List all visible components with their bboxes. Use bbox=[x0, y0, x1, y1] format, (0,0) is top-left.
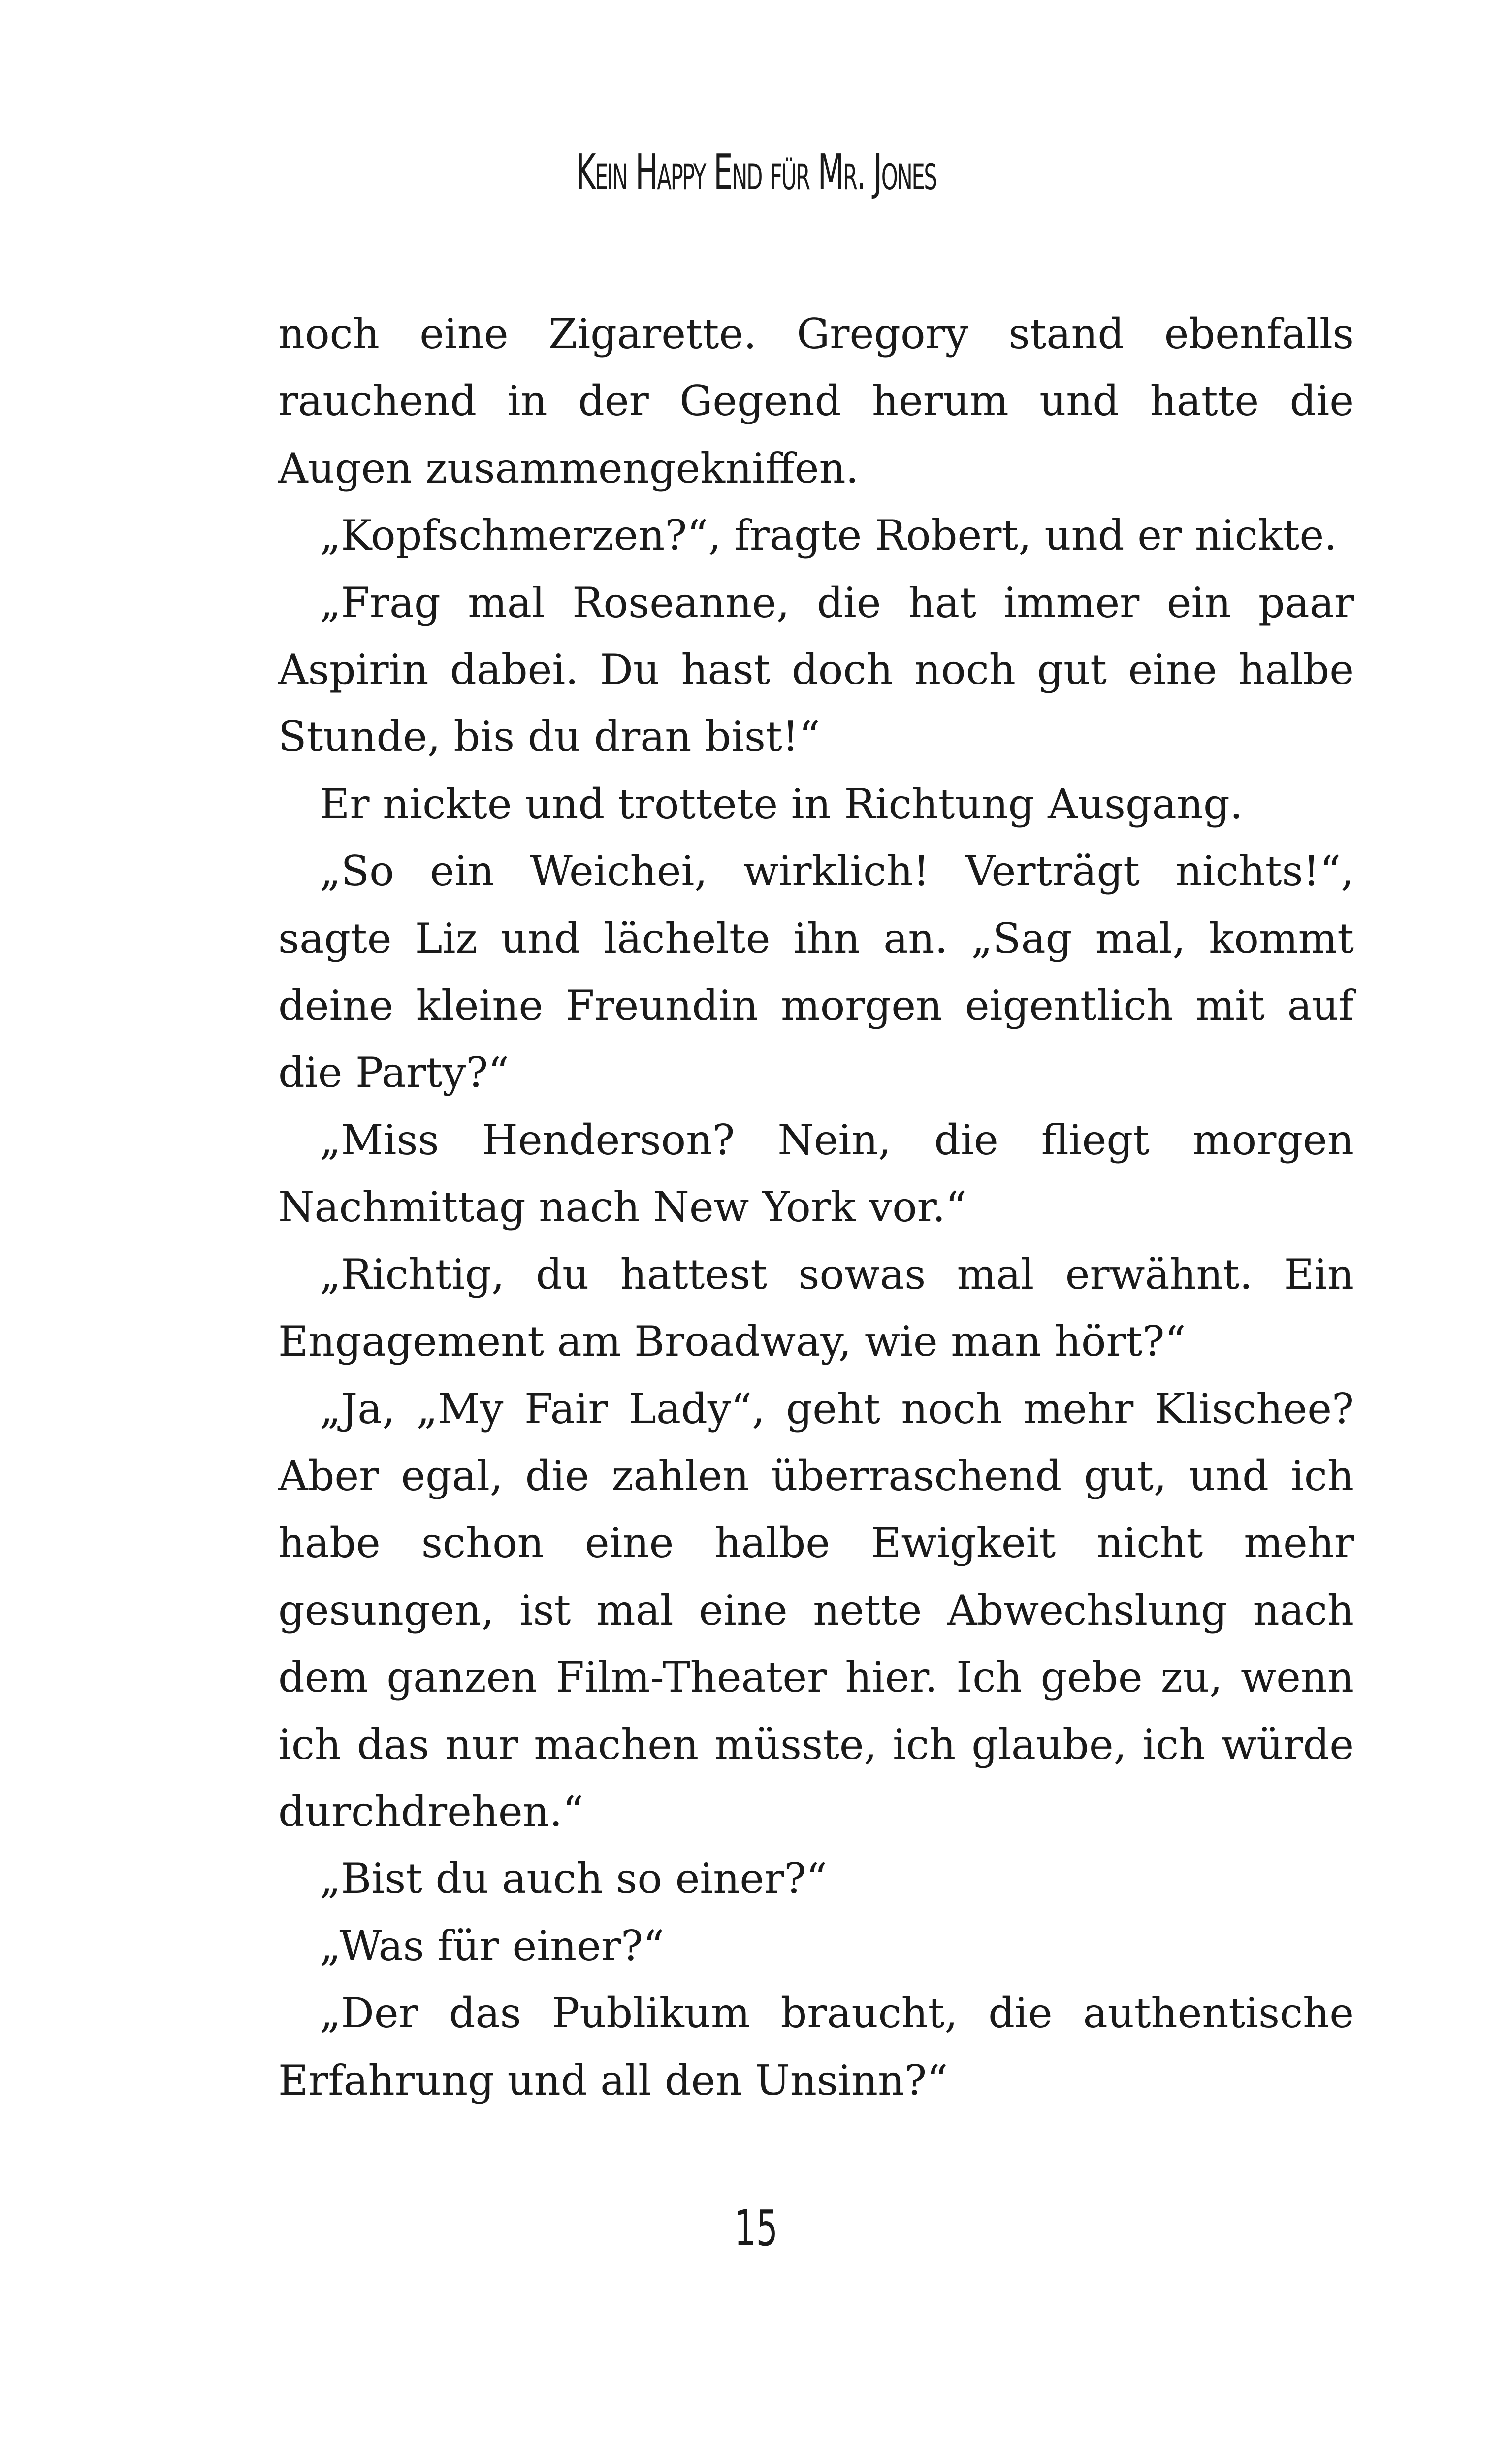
paragraph-10: „Was für einer?“ bbox=[320, 1922, 665, 1970]
paragraph-1: noch eine Zigarette. Gregory stand ebenfalls rauchend in der Gegend herum und hatte die Augen zusammengekniffen. bbox=[278, 310, 1354, 492]
paragraph-5: „So ein Weichei, wirklich! Verträgt nichts!“, sagte Liz und lächelte ihn an. „Sag mal, kommt deine kleine Freundin morgen eigentlich mit auf die Party?“ bbox=[278, 847, 1354, 1097]
paragraph-3: „Frag mal Roseanne, die hat immer ein paar Aspirin dabei. Du hast doch noch gut eine halbe Stunde, bis du dran bist!“ bbox=[278, 578, 1354, 761]
paragraph-11: „Der das Publikum braucht, die authentische Erfahrung und all den Unsinn?“ bbox=[278, 1989, 1354, 2105]
paragraph-9: „Bist du auch so einer?“ bbox=[320, 1855, 828, 1903]
paragraph-6: „Miss Henderson? Nein, die fliegt morgen Nachmittag nach New York vor.“ bbox=[278, 1115, 1354, 1232]
paragraph-4: Er nickte und trottete in Richtung Ausgang. bbox=[320, 780, 1243, 828]
paragraph-7: „Richtig, du hattest sowas mal erwähnt. Ein Engagement am Broadway, wie man hört?“ bbox=[278, 1250, 1354, 1366]
paragraph-2: „Kopfschmerzen?“, fragte Robert, und er nickte. bbox=[320, 511, 1337, 560]
body-text bbox=[278, 300, 1354, 2114]
running-head: Kein Happy End für Mr. Jones bbox=[576, 143, 936, 201]
page-number: 15 bbox=[734, 2199, 778, 2257]
paragraph-8: „Ja, „My Fair Lady“, geht noch mehr Klischee? Aber egal, die zahlen überraschend gut, und ich habe schon eine halbe Ewigkeit nicht mehr gesungen, ist mal eine nette Abwechslung nach dem ganzen Film-Theater hier. Ich gebe zu, wenn ich das nur machen müsste, ich glaube, ich würde durchdrehen.“ bbox=[278, 1384, 1354, 1836]
